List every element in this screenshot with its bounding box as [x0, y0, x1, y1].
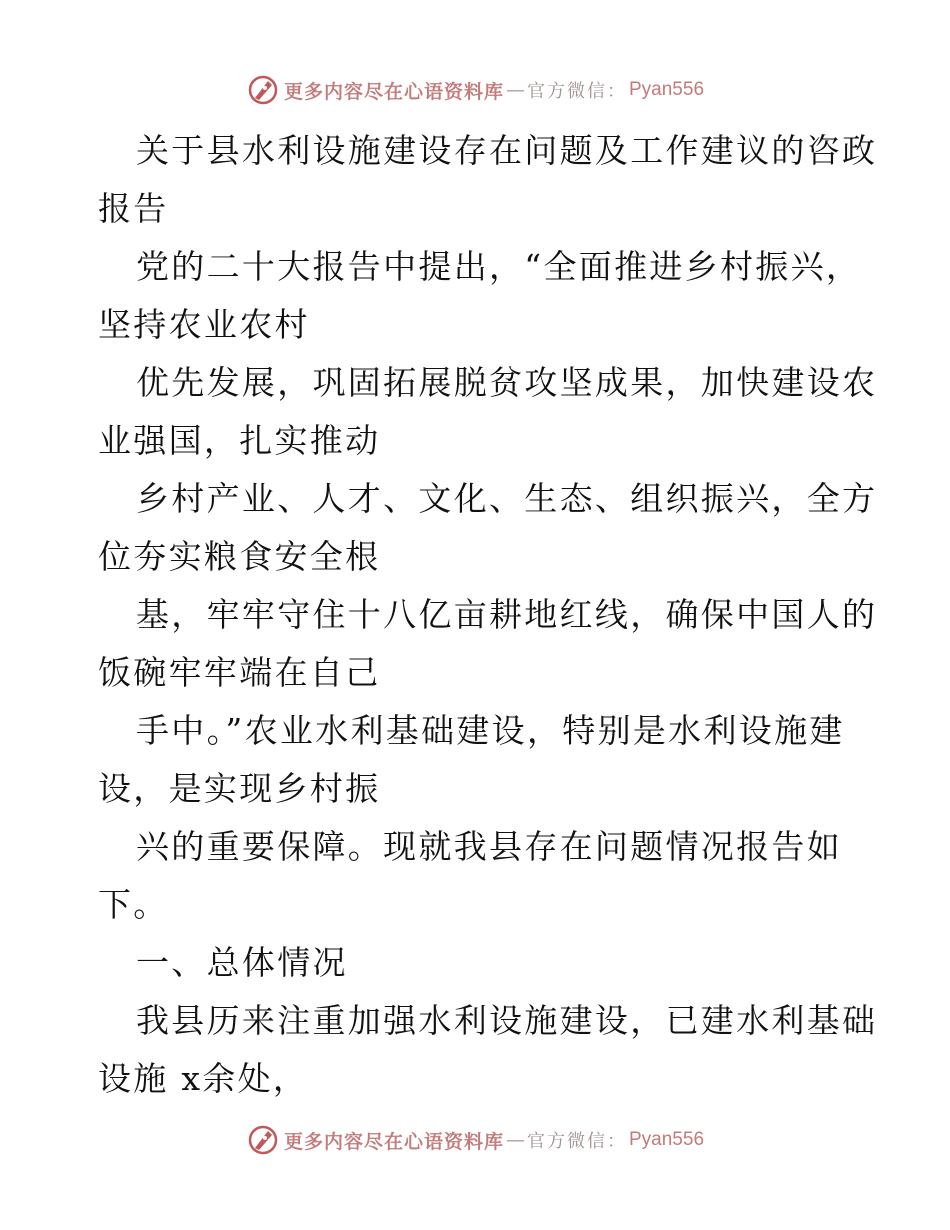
watermark-id: Pyan556: [629, 79, 705, 100]
title-line-1: 关于县水利设施建设存在问题及工作建议的咨政: [136, 131, 878, 170]
section-heading: 一、总体情况: [136, 943, 348, 982]
document-body: [98, 122, 878, 1108]
watermark-dash: —: [506, 1129, 525, 1151]
footer-watermark: [0, 1120, 950, 1160]
text-line: 手中。”农业水利基础建设，特别是水利设施建: [136, 711, 845, 750]
watermark-id: Pyan556: [629, 1129, 705, 1150]
text-line: 坚持农业农村: [98, 305, 310, 344]
text-line: 位夯实粮食安全根: [98, 537, 381, 576]
text-line: 优先发展，巩固拓展脱贫攻坚成果，加快建设农: [136, 363, 878, 402]
text-line: 党的二十大报告中提出，“全面推进乡村振兴，: [136, 247, 862, 286]
text-line: 兴的重要保障。现就我县存在问题情况报告如: [136, 827, 842, 866]
text-line: 设，是实现乡村振: [98, 769, 381, 808]
text-line: 基，牢牢守住十八亿亩耕地红线，确保中国人的: [136, 595, 878, 634]
watermark-dash: —: [506, 79, 525, 101]
text-line: 乡村产业、人才、文化、生态、组织振兴，全方: [136, 479, 878, 518]
text-line: 设施 x余处，: [98, 1059, 309, 1098]
watermark-text: 更多内容尽在心语资料库: [283, 1130, 504, 1153]
watermark-label: 官方微信：: [527, 1131, 627, 1152]
text-line: 饭碗牢牢端在自己: [98, 653, 381, 692]
title-line-2: 报告: [98, 189, 169, 228]
text-line: 我县历来注重加强水利设施建设，已建水利基础: [136, 1001, 878, 1040]
watermark-text: 更多内容尽在心语资料库: [283, 80, 504, 103]
text-line: 下。: [98, 885, 169, 924]
pen-nib-circle-icon: [246, 1123, 280, 1157]
pen-nib-circle-icon: [246, 73, 280, 107]
watermark-label: 官方微信：: [527, 81, 627, 102]
text-line: 业强国，扎实推动: [98, 421, 381, 460]
header-watermark: [0, 70, 950, 110]
